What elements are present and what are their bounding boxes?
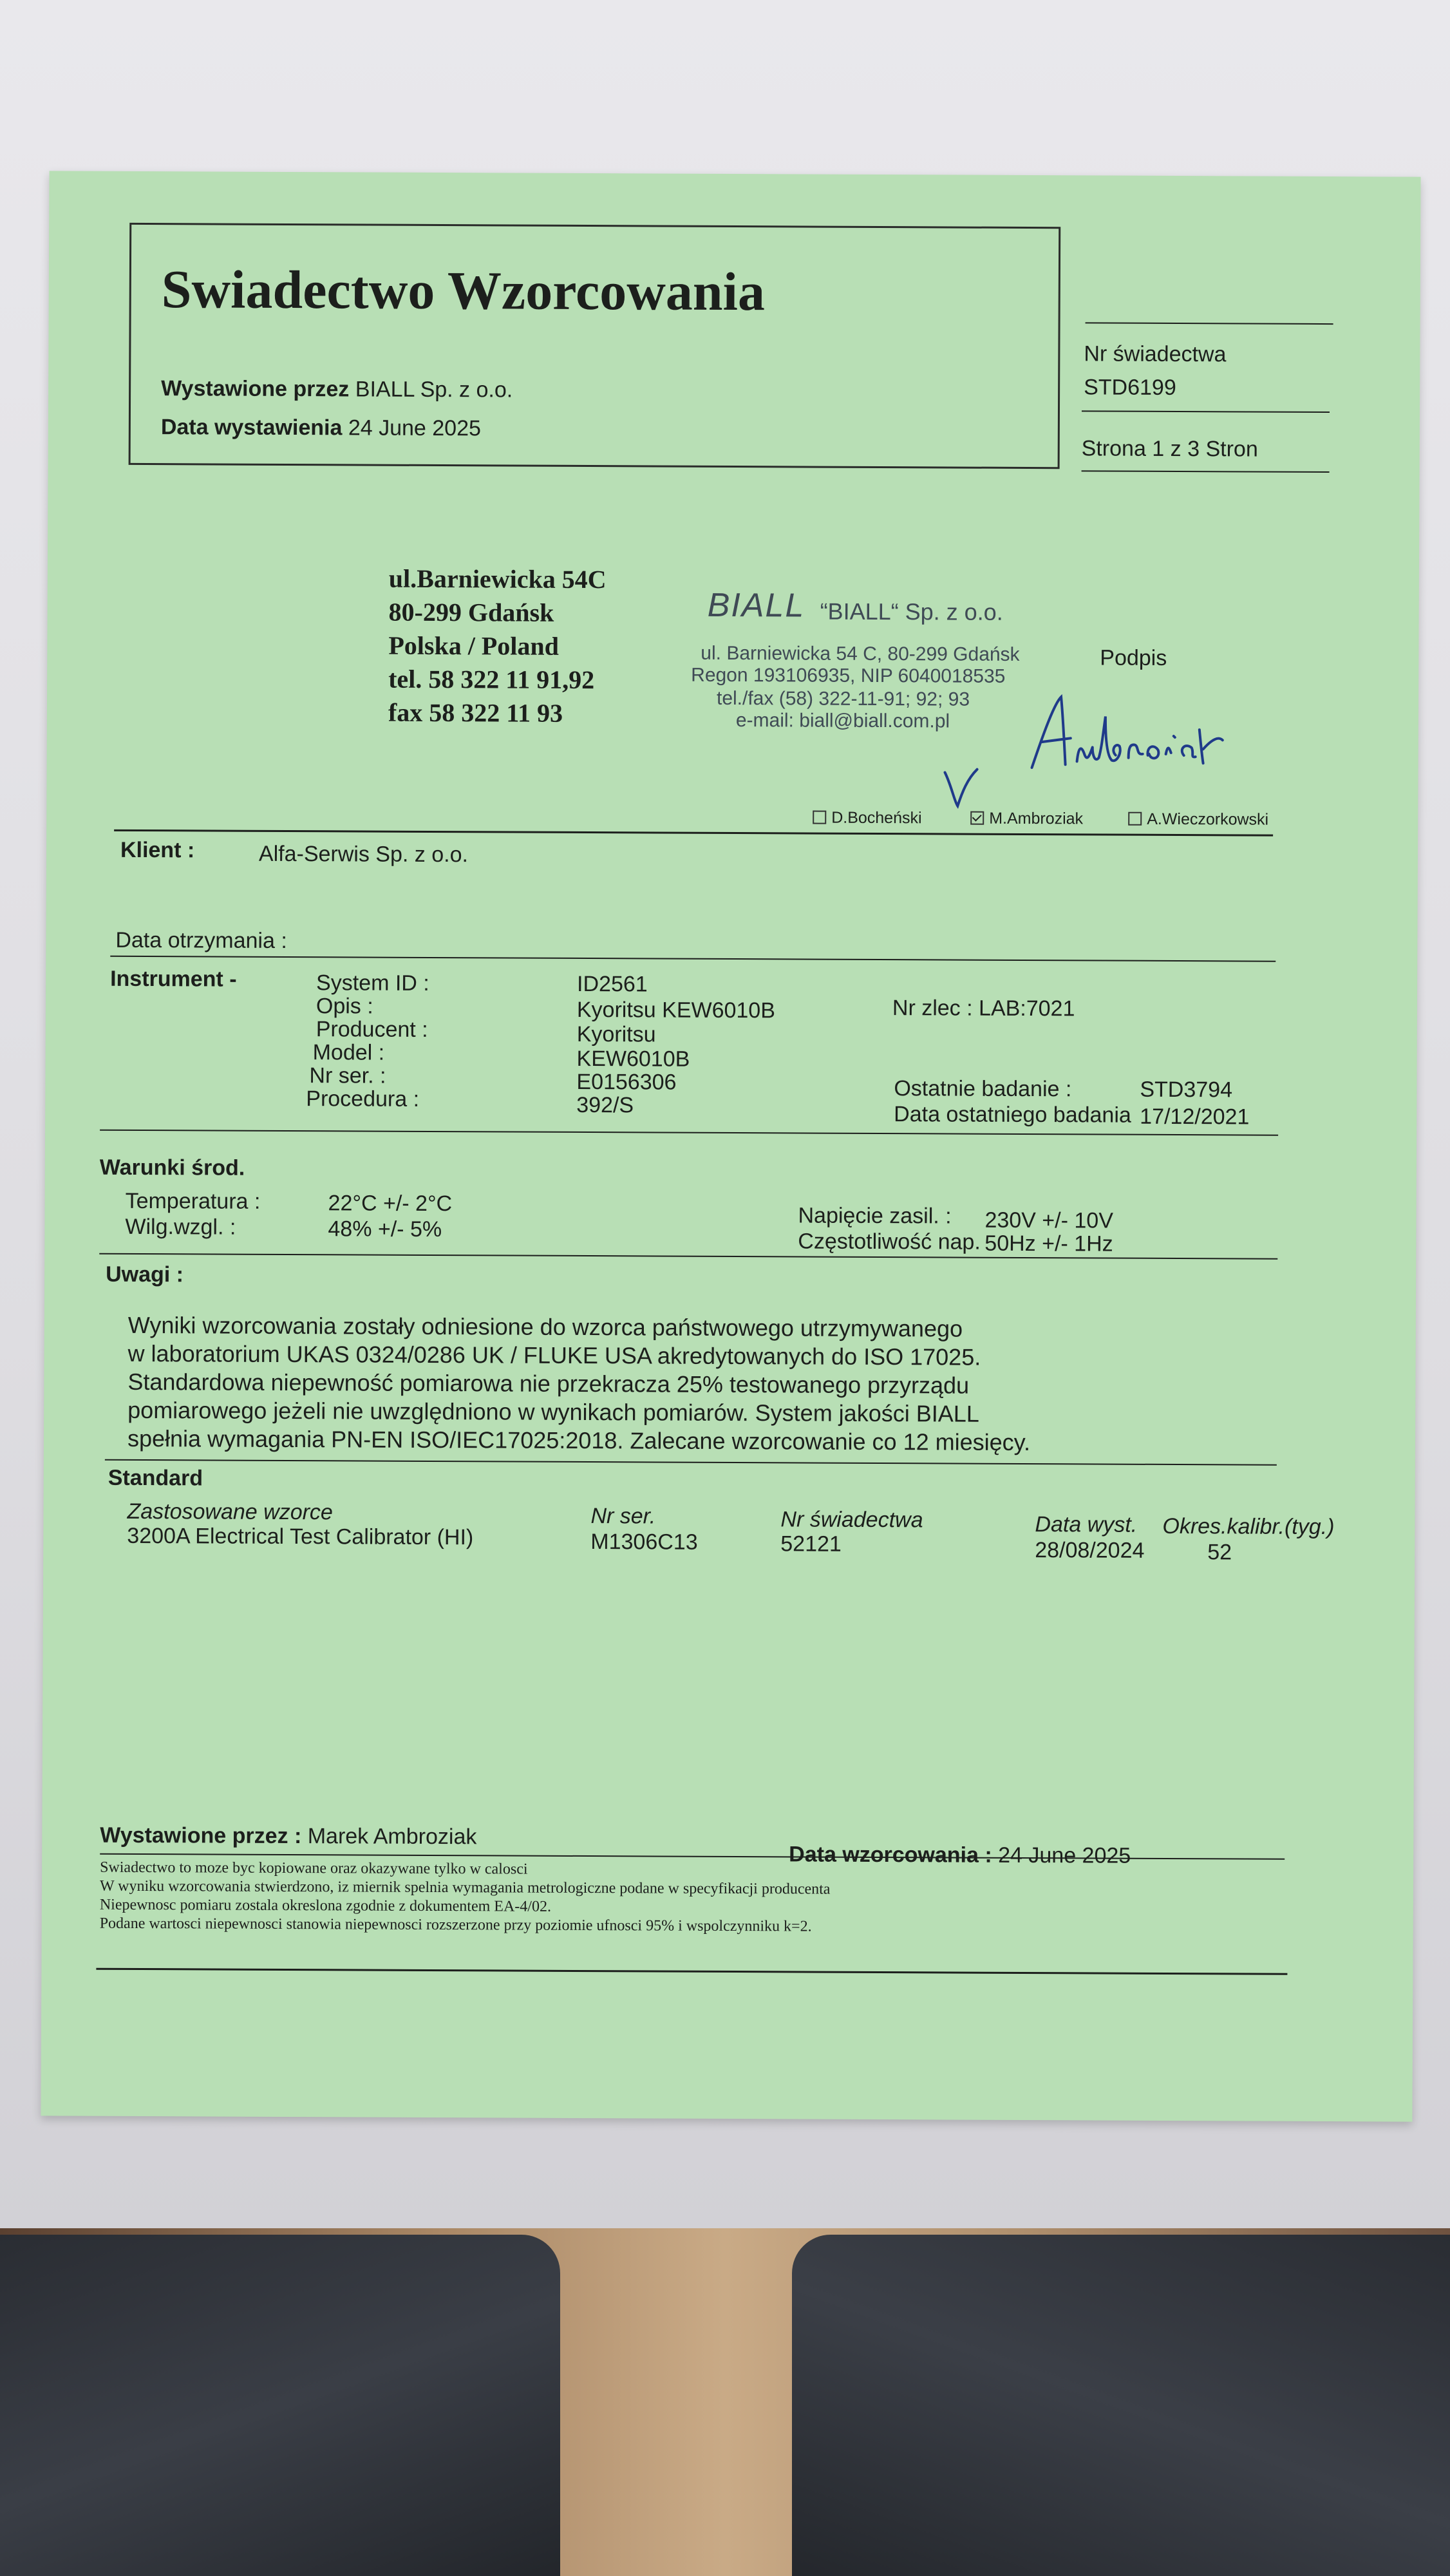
notes-line: w laboratorium UKAS 0324/0286 UK / FLUKE USA akredytowanych do ISO 17025. <box>127 1340 981 1370</box>
address-line: tel. 58 322 11 91,92 <box>388 664 595 695</box>
rule-client-top <box>114 829 1273 837</box>
stamp-line: ul. Barniewicka 54 C, 80-299 Gdańsk <box>701 642 1020 665</box>
leg-left <box>0 2235 560 2576</box>
field-label: Opis : <box>315 994 373 1019</box>
frequency-value: 50Hz +/- 1Hz <box>984 1231 1113 1256</box>
field-value: Kyoritsu KEW6010B <box>576 997 776 1023</box>
temperature-value: 22°C +/- 2°C <box>328 1191 453 1217</box>
page-info: Strona 1 z 3 Stron <box>1081 436 1258 462</box>
address-line: 80-299 Gdańsk <box>388 597 554 627</box>
calibration-date-label: Data wzorcowania : <box>789 1842 992 1868</box>
notes-line: pomiarowego jeżeli nie uwzględniono w wynikach pomiarów. System jakości BIALL <box>127 1396 979 1427</box>
notes-label: Uwagi : <box>106 1262 184 1287</box>
calibration-date <box>789 1842 1131 1868</box>
std-row-name: 3200A Electrical Test Calibrator (HI) <box>127 1523 474 1550</box>
std-row-serial: M1306C13 <box>590 1530 698 1555</box>
fine-print-line: Swiadectwo to moze byc kopiowane oraz okazywane tylko w calosci <box>100 1859 528 1878</box>
fine-print-line: Niepewnosc pomiaru zostala okreslona zgodnie z dokumentem EA-4/02. <box>99 1896 552 1915</box>
cert-mid-rule <box>1082 410 1330 413</box>
field-label: Model : <box>312 1040 385 1065</box>
rule-receipt <box>110 956 1276 962</box>
issue-date <box>161 415 481 441</box>
field-label: System ID : <box>316 971 429 996</box>
stamp-line: Regon 193106935, NIP 6040018535 <box>691 664 1006 687</box>
notes-line: Standardowa niepewność pomiarowa nie przekracza 25% testowanego przyrządu <box>127 1368 970 1399</box>
notes-body <box>127 1311 1031 1457</box>
field-value: Kyoritsu <box>576 1021 656 1047</box>
footer-issued-by-value: Marek Ambroziak <box>307 1824 477 1850</box>
voltage-value: 230V +/- 10V <box>984 1208 1114 1233</box>
voltage-label: Napięcie zasil. : <box>798 1203 952 1229</box>
signer-1-checkbox <box>813 811 826 824</box>
humidity-value: 48% +/- 5% <box>328 1217 442 1242</box>
standard-label: Standard <box>108 1465 203 1491</box>
certificate-sheet <box>41 171 1420 2121</box>
signer-2-checkbox <box>970 811 984 825</box>
stamp-line: tel./fax (58) 322-11-91; 92; 93 <box>716 687 970 710</box>
field-label: Procedura : <box>306 1086 420 1112</box>
std-row-period: 52 <box>1207 1540 1232 1565</box>
issue-date-label: Data wystawienia <box>160 415 343 440</box>
document-title: Swiadectwo Wzorcowania <box>161 260 766 323</box>
signer-2-name: M.Ambroziak <box>989 809 1084 828</box>
instrument-label: Instrument - <box>110 966 237 992</box>
footer-issued-by <box>100 1823 476 1850</box>
address-line: ul.Barniewicka 54C <box>388 564 607 594</box>
signer-2 <box>970 810 1083 829</box>
fine-print-line: W wyniku wzorcowania stwierdzono, iz miernik spelnia wymagania metrologiczne podane w specyfikacji producenta <box>99 1877 831 1898</box>
stamp-line: e-mail: biall@biall.com.pl <box>735 710 950 732</box>
fine-print <box>100 1859 831 1937</box>
issued-by-label: Wystawione przez <box>161 376 350 402</box>
handwritten-signature <box>1025 690 1257 782</box>
cert-number-value: STD6199 <box>1084 375 1176 401</box>
issued-by <box>161 376 513 402</box>
field-label: Nr ser. : <box>309 1063 386 1088</box>
signer-1-name: D.Bocheński <box>831 808 922 828</box>
temperature-label: Temperatura : <box>125 1188 261 1214</box>
rule-notes <box>105 1459 1277 1466</box>
signature-tick <box>941 766 980 814</box>
field-value: ID2561 <box>577 971 648 997</box>
address-block <box>388 562 607 730</box>
std-row-cert: 52121 <box>780 1531 842 1557</box>
signature-label: Podpis <box>1100 645 1167 670</box>
notes-line: Wyniki wzorcowania zostały odniesione do wzorca państwowego utrzymywanego <box>127 1311 963 1342</box>
cert-number-label: Nr świadectwa <box>1084 341 1227 367</box>
issued-by-value: BIALL Sp. z o.o. <box>355 377 513 402</box>
biall-logo: BIALL <box>707 586 805 625</box>
humidity-label: Wilg.wzgl. : <box>125 1214 236 1240</box>
calibration-date-value: 24 June 2025 <box>998 1842 1131 1868</box>
signer-3 <box>1128 810 1268 829</box>
order-number <box>892 996 1075 1021</box>
last-test-label: Ostatnie badanie : <box>894 1076 1072 1102</box>
std-header-period: Okres.kalibr.(tyg.) <box>1162 1513 1335 1540</box>
std-header-date: Data wyst. <box>1035 1512 1138 1537</box>
receipt-date-label: Data otrzymania : <box>115 927 287 953</box>
rule-footer-bottom <box>96 1968 1287 1975</box>
address-line: fax 58 322 11 93 <box>388 697 563 728</box>
std-header-serial: Nr ser. <box>590 1504 656 1529</box>
notes-line: spełnia wymagania PN-EN ISO/IEC17025:2018. Zalecane wzorcowanie co 12 miesięcy. <box>127 1425 1031 1456</box>
signer-3-checkbox <box>1128 812 1142 826</box>
std-header-cert: Nr świadectwa <box>780 1507 923 1533</box>
stamp-company: “BIALL“ Sp. z o.o. <box>820 598 1003 625</box>
leg-right <box>792 2235 1450 2576</box>
issue-date-value: 24 June 2025 <box>348 415 482 441</box>
last-test-value: STD3794 <box>1140 1077 1233 1103</box>
last-test-date-label: Data ostatniego badania <box>894 1102 1131 1128</box>
signer-1 <box>813 809 921 828</box>
field-value: KEW6010B <box>576 1046 690 1072</box>
last-test-date-value: 17/12/2021 <box>1140 1104 1250 1130</box>
std-row-date: 28/08/2024 <box>1035 1538 1145 1563</box>
order-label: Nr zlec : <box>892 996 973 1021</box>
cert-bottom-rule <box>1082 470 1330 473</box>
frequency-label: Częstotliwość nap. <box>798 1229 981 1255</box>
client-label: Klient : <box>120 837 195 863</box>
fine-print-line: Podane wartosci niepewnosci stanowia niepewnosci rozszerzone przy poziomie ufnosci 95% i wspolczynniku k=2. <box>99 1915 812 1935</box>
footer-issued-by-label: Wystawione przez : <box>100 1823 302 1849</box>
field-label: Producent : <box>315 1017 428 1042</box>
order-value: LAB:7021 <box>978 996 1075 1021</box>
field-value: E0156306 <box>576 1069 677 1095</box>
cert-top-rule <box>1086 322 1333 325</box>
signer-3-name: A.Wieczorkowski <box>1147 810 1269 829</box>
conditions-label: Warunki środ. <box>99 1155 245 1180</box>
std-header-name: Zastosowane wzorce <box>127 1499 333 1525</box>
rule-instrument <box>100 1130 1278 1136</box>
field-value: 392/S <box>576 1092 634 1118</box>
address-line: Polska / Poland <box>388 630 560 661</box>
client-value: Alfa-Serwis Sp. z o.o. <box>258 841 469 867</box>
